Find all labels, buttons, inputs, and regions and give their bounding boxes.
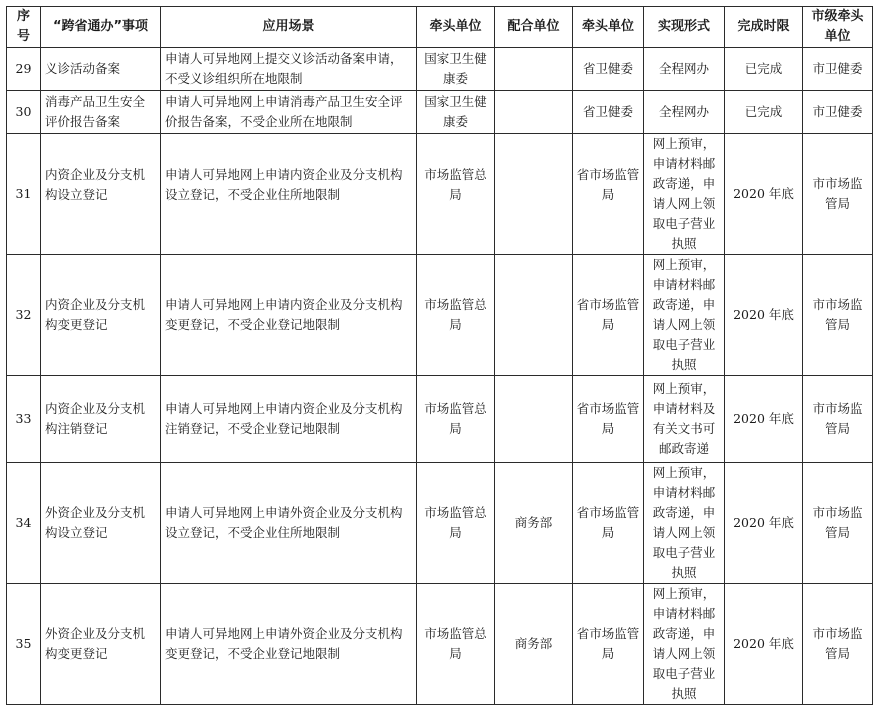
row-prov-lead: 省卫健委 <box>573 91 644 134</box>
row-item: 义诊活动备案 <box>41 48 161 91</box>
row-item: 外资企业及分支机构设立登记 <box>41 463 161 584</box>
row-city-lead: 市市场监管局 <box>803 376 873 463</box>
row-city-lead: 市市场监管局 <box>803 255 873 376</box>
row-form: 全程网办 <box>644 48 725 91</box>
row-prov-lead: 省市场监管局 <box>573 463 644 584</box>
row-coop: 商务部 <box>495 584 573 705</box>
row-form: 网上预审，申请材料邮政寄递，申请人网上领取电子营业执照 <box>644 134 725 255</box>
row-number: 29 <box>7 48 41 91</box>
row-coop: 商务部 <box>495 463 573 584</box>
row-prov-lead: 省市场监管局 <box>573 584 644 705</box>
table-row <box>7 91 873 134</box>
row-deadline: 2020 年底 <box>725 255 803 376</box>
row-item: 外资企业及分支机构变更登记 <box>41 584 161 705</box>
services-table <box>6 6 873 705</box>
row-form: 网上预审，申请材料邮政寄递，申请人网上领取电子营业执照 <box>644 255 725 376</box>
header-cell-item: “跨省通办”事项 <box>41 7 161 48</box>
header-cell-scene: 应用场景 <box>161 7 417 48</box>
row-prov-lead: 省市场监管局 <box>573 255 644 376</box>
row-item: 内资企业及分支机构注销登记 <box>41 376 161 463</box>
row-coop <box>495 255 573 376</box>
table-row <box>7 255 873 376</box>
row-deadline: 已完成 <box>725 91 803 134</box>
row-lead: 市场监管总局 <box>417 584 495 705</box>
row-number: 30 <box>7 91 41 134</box>
header-cell-lead: 牵头单位 <box>417 7 495 48</box>
row-number: 34 <box>7 463 41 584</box>
row-lead <box>417 134 495 255</box>
row-item: 内资企业及分支机构变更登记 <box>41 255 161 376</box>
row-coop <box>495 376 573 463</box>
row-deadline: 2020 年底 <box>725 463 803 584</box>
row-lead: 国家卫生健康委 <box>417 91 495 134</box>
row-scene: 申请人可异地网上申请外资企业及分支机构变更登记，不受企业登记地限制 <box>161 584 417 705</box>
row-city-lead: 市市场监管局 <box>803 584 873 705</box>
row-city-lead: 市市场监管局 <box>803 463 873 584</box>
row-deadline: 2020 年底 <box>725 584 803 705</box>
row-scene: 申请人可异地网上提交义诊活动备案申请，不受义诊组织所在地限制 <box>161 48 417 91</box>
row-item: 消毒产品卫生安全评价报告备案 <box>41 91 161 134</box>
row-number: 35 <box>7 584 41 705</box>
row-lead: 市场监管总局 <box>417 255 495 376</box>
row-scene: 申请人可异地网上申请消毒产品卫生安全评价报告备案，不受企业所在地限制 <box>161 91 417 134</box>
row-number: 31 <box>7 134 41 255</box>
row-coop <box>495 48 573 91</box>
row-coop <box>495 134 573 255</box>
row-prov-lead-text: 省市场监管局 <box>576 167 640 202</box>
row-prov-lead: 省卫健委 <box>573 48 644 91</box>
row-deadline: 2020 年底 <box>725 134 803 255</box>
row-scene: 申请人可异地网上申请内资企业及分支机构注销登记，不受企业登记地限制 <box>161 376 417 463</box>
row-city-lead: 市市场监管局 <box>803 134 873 255</box>
table-row <box>7 134 873 255</box>
row-city-lead: 市卫健委 <box>803 48 873 91</box>
row-item <box>41 134 161 255</box>
row-form: 网上预审，申请材料邮政寄递，申请人网上领取电子营业执照 <box>644 584 725 705</box>
row-lead: 国家卫生健康委 <box>417 48 495 91</box>
row-deadline: 已完成 <box>725 48 803 91</box>
table-row <box>7 584 873 705</box>
row-number: 33 <box>7 376 41 463</box>
header-cell-city-lead: 市级牵头单位 <box>803 7 873 48</box>
header-cell-no: 序号 <box>7 7 41 48</box>
header-cell-deadline: 完成时限 <box>725 7 803 48</box>
header-cell-form: 实现形式 <box>644 7 725 48</box>
row-scene-text: 申请人可异地网上申请内资企业及分支机构设立登记，不受企业住所地限制 <box>165 167 403 202</box>
row-form: 网上预审，申请材料邮政寄递，申请人网上领取电子营业执照 <box>644 463 725 584</box>
row-scene: 申请人可异地网上申请内资企业及分支机构变更登记，不受企业登记地限制 <box>161 255 417 376</box>
row-coop <box>495 91 573 134</box>
table-row <box>7 376 873 463</box>
row-lead-text: 市场监管总局 <box>424 167 487 202</box>
row-lead: 市场监管总局 <box>417 376 495 463</box>
row-deadline: 2020 年底 <box>725 376 803 463</box>
table-row <box>7 463 873 584</box>
row-scene: 申请人可异地网上申请外资企业及分支机构设立登记，不受企业住所地限制 <box>161 463 417 584</box>
row-lead: 市场监管总局 <box>417 463 495 584</box>
header-cell-prov-lead: 牵头单位 <box>573 7 644 48</box>
row-prov-lead <box>573 134 644 255</box>
header-row <box>7 7 873 48</box>
row-city-lead: 市卫健委 <box>803 91 873 134</box>
row-scene <box>161 134 417 255</box>
row-form: 网上预审，申请材料及有关文书可邮政寄递 <box>644 376 725 463</box>
row-prov-lead: 省市场监管局 <box>573 376 644 463</box>
table-row <box>7 48 873 91</box>
row-item-text: 内资企业及分支机构设立登记 <box>45 167 146 202</box>
header-cell-coop: 配合单位 <box>495 7 573 48</box>
row-form: 全程网办 <box>644 91 725 134</box>
row-number: 32 <box>7 255 41 376</box>
